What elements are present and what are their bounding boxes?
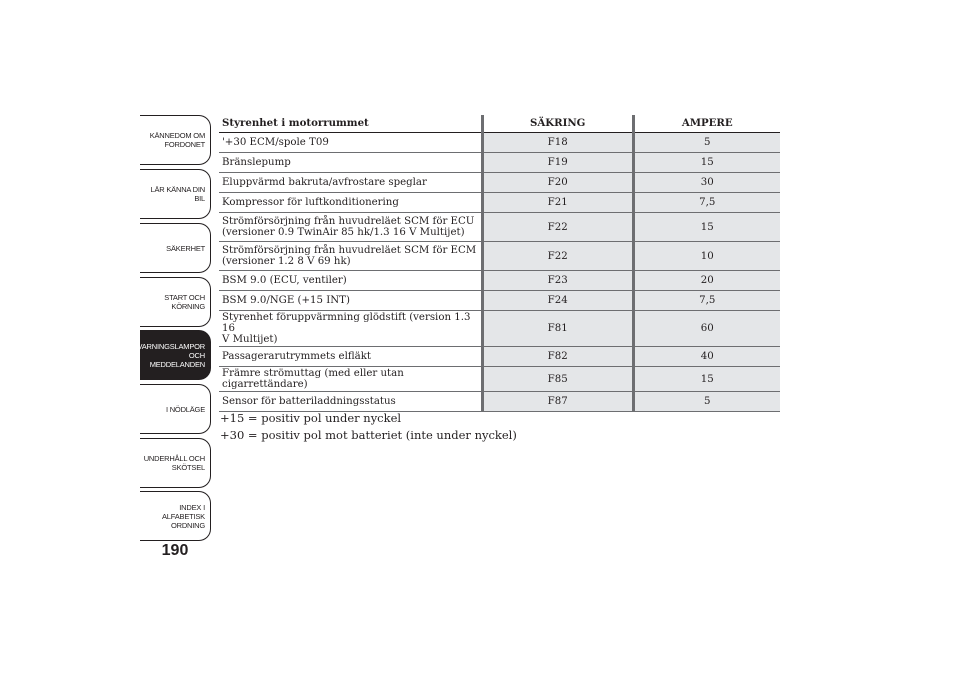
tab-lar-kanna-din-bil[interactable] xyxy=(140,169,211,219)
table-row xyxy=(219,291,780,311)
cell-ampere: 40 xyxy=(633,347,780,367)
cell-description: Passagerarutrymmets elfläkt xyxy=(219,347,482,367)
cell-ampere: 20 xyxy=(633,271,780,291)
cell-fuse: F85 xyxy=(482,367,633,392)
cell-description: Främre strömuttag (med eller utan cigarrettändare) xyxy=(219,367,482,392)
tab-label: UNDERHÅLL OCH SKÖTSEL xyxy=(143,454,205,472)
header-control-unit: Styrenhet i motorrummet xyxy=(219,115,482,133)
table-row xyxy=(219,347,780,367)
cell-description: '+30 ECM/spole T09 xyxy=(219,133,482,153)
tab-kannedom-om-fordonet[interactable] xyxy=(140,115,211,165)
cell-description: Strömförsörjning från huvudreläet SCM för ECU (versioner 0.9 TwinAir 85 hk/1.3 16 V Multijet) xyxy=(219,213,482,242)
cell-description: Eluppvärmd bakruta/avfrostare speglar xyxy=(219,173,482,193)
cell-ampere: 5 xyxy=(633,392,780,412)
notes xyxy=(220,410,517,444)
cell-ampere: 5 xyxy=(633,133,780,153)
cell-fuse: F22 xyxy=(482,242,633,271)
table-row xyxy=(219,242,780,271)
cell-fuse: F87 xyxy=(482,392,633,412)
tab-i-nodlage[interactable] xyxy=(140,384,211,434)
cell-fuse: F18 xyxy=(482,133,633,153)
tab-start-och-korning[interactable] xyxy=(140,277,211,327)
cell-description: BSM 9.0 (ECU, ventiler) xyxy=(219,271,482,291)
table-row xyxy=(219,213,780,242)
cell-description: BSM 9.0/NGE (+15 INT) xyxy=(219,291,482,311)
table-header-row xyxy=(219,115,780,133)
cell-ampere: 60 xyxy=(633,311,780,347)
tab-label: LÄR KÄNNA DIN BIL xyxy=(150,185,205,203)
cell-fuse: F20 xyxy=(482,173,633,193)
table-row xyxy=(219,271,780,291)
cell-ampere: 7,5 xyxy=(633,291,780,311)
cell-ampere: 30 xyxy=(633,173,780,193)
table-row xyxy=(219,153,780,173)
table-row xyxy=(219,133,780,153)
cell-ampere: 7,5 xyxy=(633,193,780,213)
cell-description: Strömförsörjning från huvudreläet SCM för ECM (versioner 1.2 8 V 69 hk) xyxy=(219,242,482,271)
cell-fuse: F23 xyxy=(482,271,633,291)
cell-fuse: F19 xyxy=(482,153,633,173)
header-ampere: AMPERE xyxy=(633,115,780,133)
table-row xyxy=(219,311,780,347)
header-fuse: SÄKRING xyxy=(482,115,633,133)
tab-label: KÄNNEDOM OM FORDONET xyxy=(149,131,205,149)
page-number: 190 xyxy=(161,542,189,559)
note-plus30: +30 = positiv pol mot batteriet (inte under nyckel) xyxy=(220,428,517,442)
tab-sakerhet[interactable] xyxy=(140,223,211,273)
cell-fuse: F21 xyxy=(482,193,633,213)
tab-label: START OCH KÖRNING xyxy=(164,293,205,311)
cell-fuse: F82 xyxy=(482,347,633,367)
cell-ampere: 15 xyxy=(633,213,780,242)
table-row xyxy=(219,392,780,412)
tab-label: SÄKERHET xyxy=(166,243,205,253)
table-row xyxy=(219,193,780,213)
cell-ampere: 15 xyxy=(633,153,780,173)
fuse-table xyxy=(219,115,780,412)
cell-description: Styrenhet föruppvärmning glödstift (version 1.3 16 V Multijet) xyxy=(219,311,482,347)
note-plus15: +15 = positiv pol under nyckel xyxy=(220,411,402,425)
table-row xyxy=(219,173,780,193)
cell-ampere: 15 xyxy=(633,367,780,392)
cell-fuse: F81 xyxy=(482,311,633,347)
tab-index-i-alfabetisk-ordning[interactable] xyxy=(140,491,211,541)
table-row xyxy=(219,367,780,392)
tab-varningslampor-och-meddelanden[interactable] xyxy=(137,330,211,380)
cell-description: Bränslepump xyxy=(219,153,482,173)
cell-fuse: F24 xyxy=(482,291,633,311)
tab-label: VARNINGSLAMPOR OCH MEDDELANDEN xyxy=(137,341,205,369)
tab-underhall-och-skotsel[interactable] xyxy=(140,438,211,488)
cell-fuse: F22 xyxy=(482,213,633,242)
tab-label: I NÖDLÄGE xyxy=(165,404,205,414)
cell-description: Kompressor för luftkonditionering xyxy=(219,193,482,213)
tab-label: INDEX I ALFABETISK ORDNING xyxy=(161,502,205,530)
cell-description: Sensor för batteriladdningsstatus xyxy=(219,392,482,412)
cell-ampere: 10 xyxy=(633,242,780,271)
